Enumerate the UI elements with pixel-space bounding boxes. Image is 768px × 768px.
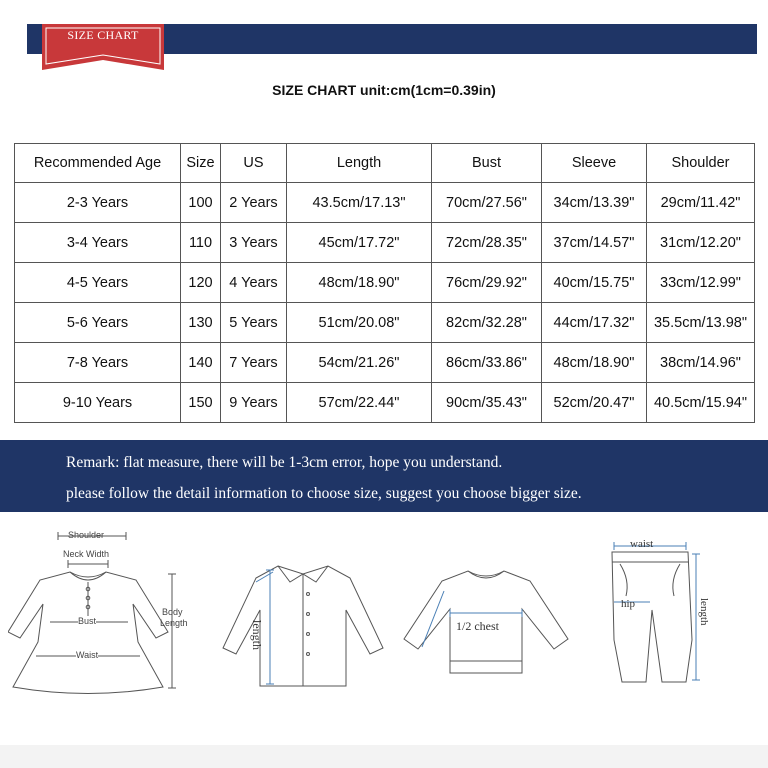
table-row [15,263,755,303]
table-cell: 57cm/22.44" [287,383,432,423]
shoulder-label: Shoulder [68,530,105,540]
table-cell: 48cm/18.90" [542,343,647,383]
table-cell: 4 Years [221,263,287,303]
remark-line-1: Remark: flat measure, there will be 1-3cm error, hope you understand. [66,454,503,471]
remark-line-2: please follow the detail information to choose size, suggest you choose bigger size. [66,485,582,502]
table-row [15,223,755,263]
waist-label-pants: waist [630,538,654,550]
table-cell: 72cm/28.35" [432,223,542,263]
table-row [15,303,755,343]
table-cell: 2 Years [221,183,287,223]
table-cell: 37cm/14.57" [542,223,647,263]
table-cell: 31cm/12.20" [647,223,755,263]
header-cell: Bust [432,144,542,183]
body-label: Body [162,607,183,617]
shirt-length-label: length [250,620,264,650]
header-cell: Length [287,144,432,183]
waist-label: Waist [76,650,99,660]
table-cell: 43.5cm/17.13" [287,183,432,223]
table-cell: 40.5cm/15.94" [647,383,755,423]
size-chart-badge: SIZE CHART [67,28,139,42]
table-cell: 3 Years [221,223,287,263]
hip-label: hip [621,598,636,610]
bust-label: Bust [78,616,97,626]
table-cell: 34cm/13.39" [542,183,647,223]
table-cell: 140 [181,343,221,383]
header-cell: Recommended Age [15,144,181,183]
header-cell: Sleeve [542,144,647,183]
table-cell: 86cm/33.86" [432,343,542,383]
table-cell: 90cm/35.43" [432,383,542,423]
table-cell: 38cm/14.96" [647,343,755,383]
table-cell: 2-3 Years [15,183,181,223]
table-cell: 45cm/17.72" [287,223,432,263]
table-cell: 9-10 Years [15,383,181,423]
table-cell: 35.5cm/13.98" [647,303,755,343]
half-chest-label: 1/2 chest [456,619,499,633]
table-cell: 100 [181,183,221,223]
header-cell: Shoulder [647,144,755,183]
table-cell: 7-8 Years [15,343,181,383]
table-row [15,383,755,423]
neck-width-label: Neck Width [63,549,110,559]
table-cell: 54cm/21.26" [287,343,432,383]
table-cell: 7 Years [221,343,287,383]
table-cell: 76cm/29.92" [432,263,542,303]
table-cell: 4-5 Years [15,263,181,303]
pants-length-label: length [698,598,710,626]
table-cell: 44cm/17.32" [542,303,647,343]
remark-banner [0,440,768,512]
header-cell: Size [181,144,221,183]
table-cell: 33cm/12.99" [647,263,755,303]
table-cell: 5 Years [221,303,287,343]
table-cell: 52cm/20.47" [542,383,647,423]
table-row [15,343,755,383]
unit-subtitle: SIZE CHART unit:cm(1cm=0.39in) [272,82,496,98]
table-cell: 48cm/18.90" [287,263,432,303]
table-cell: 150 [181,383,221,423]
size-table [14,143,755,423]
table-header-row [15,144,755,183]
footer-strip [0,745,768,768]
table-cell: 5-6 Years [15,303,181,343]
length-label: Length [160,618,188,628]
table-cell: 29cm/11.42" [647,183,755,223]
table-cell: 82cm/32.28" [432,303,542,343]
table-cell: 9 Years [221,383,287,423]
table-cell: 40cm/15.75" [542,263,647,303]
table-cell: 70cm/27.56" [432,183,542,223]
header-cell: US [221,144,287,183]
table-cell: 120 [181,263,221,303]
shirt-diagram [218,560,388,690]
table-cell: 51cm/20.08" [287,303,432,343]
table-cell: 110 [181,223,221,263]
table-cell: 130 [181,303,221,343]
table-cell: 3-4 Years [15,223,181,263]
table-row [15,183,755,223]
